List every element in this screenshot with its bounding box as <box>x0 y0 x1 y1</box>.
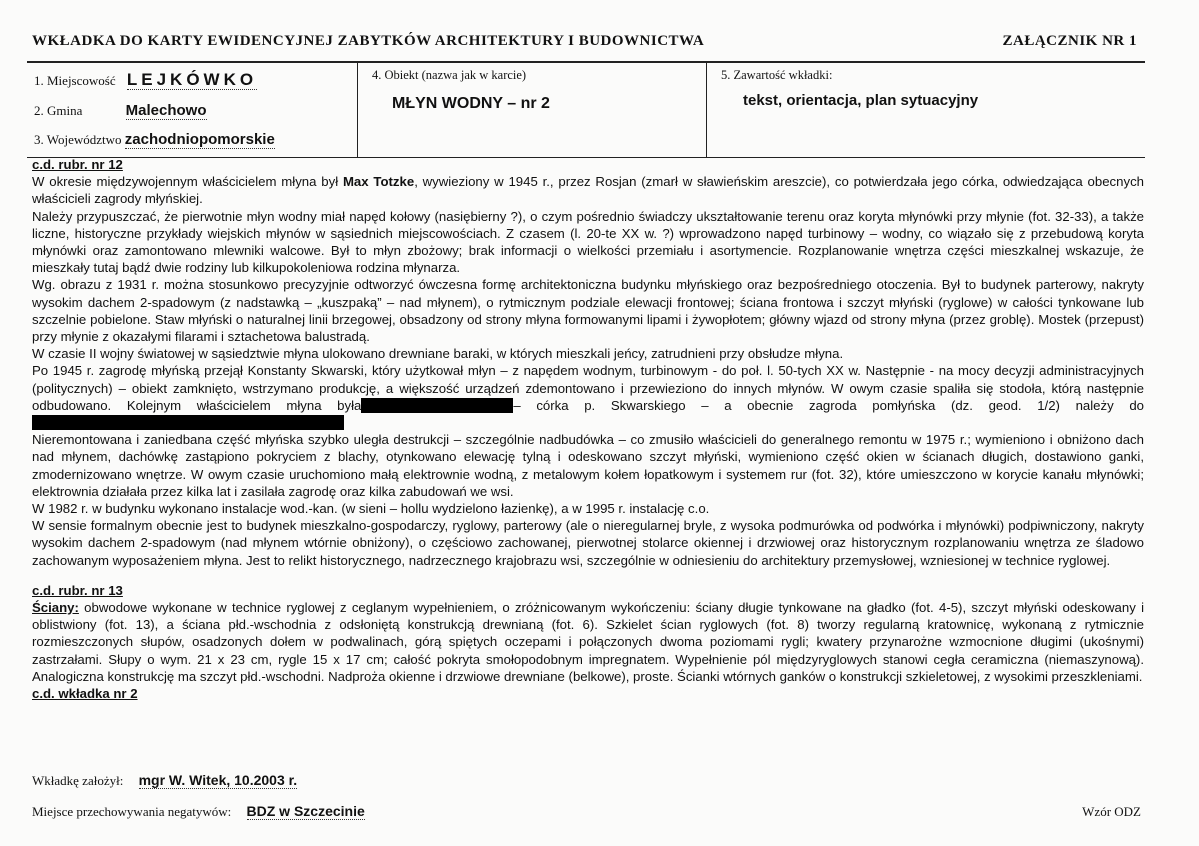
contents-label: 5. Zawartość wkładki: <box>721 68 833 82</box>
voivodeship-label: 3. Województwo <box>34 132 122 147</box>
voivodeship-field <box>34 131 275 148</box>
contents-column <box>707 63 1145 157</box>
owner-name: Max Totzke <box>342 174 415 190</box>
locality-value: LEJKÓWKO <box>126 70 258 89</box>
created-by-value: mgr W. Witek, 10.2003 r. <box>138 772 298 788</box>
voivodeship-value: zachodniopomorskie <box>124 131 275 148</box>
redacted-name <box>361 398 513 413</box>
created-by-field <box>32 772 297 789</box>
section-13-heading: c.d. rubr. nr 13 <box>32 582 123 598</box>
created-by-label: Wkładkę założył: <box>32 773 124 788</box>
locality-label: 1. Miejscowość <box>34 73 116 88</box>
object-label: 4. Obiekt (nazwa jak w karcie) <box>372 68 527 82</box>
main-text <box>32 156 1144 702</box>
paragraph-owner: W okresie międzywojennym właścicielem młyna był Max Totzke, wywieziony w 1945 r., przez Rosjan (zmarł w sławieńskim areszcie), co potwierdzała jego córka, odwiedzająca obecnych właścicieli zagrody młyńskiej. <box>32 174 1144 207</box>
paragraph-1931: Wg. obrazu z 1931 r. można stosunkowo precyzyjnie odtworzyć ówczesna formę architektoniczna budynku młyńskiego oraz bezpośredniego otoczenia. Był to budynek parterowy, nakryty wysokim dachem 2-spadowym (z nadstawką – „kuszpaką” – nad młynem), o rytmicznym podziale elewacji frontowej; ściana frontowa i szczyt młyński (ryglowe) w całości tynkowane lub szczelnie pobielone. Staw młyński o naturalnej linii brzegowej, obsadzony od strony młyna formowanymi lipami i żywopłotem; główny wjazd od strony młyna (przez groblę). Mostek (przepust) przy młynie z okazałymi filarami i sztachetowa balustradą. <box>32 277 1144 345</box>
negatives-storage-value: BDZ w Szczecinie <box>246 803 365 819</box>
form-template: Wzór ODZ <box>1082 804 1141 819</box>
paragraph-renovation: Nieremontowana i zaniedbana część młyńska szybko uległa destrukcji – szczególnie nadbudówka – co zmusiło właścicieli do generalnego remontu w 1975 r.; wymieniono i obniżono dach nad młynem, dachówkę zastąpiono pokryciem z blachy, otynkowano elewację tylną i odeskowano szczyt młyński, wymieniono część okien w ścianach długich, dostawiono ganki, zmodernizowano wnętrze. W owym czasie uruchomiono małą elektrownie wodną, z metalowym kołem łopatkowym i systemem rur (fot. 32), które umieszczono w korycie kanału młynówki; elektrownia działała przez kilka lat i zasilała zagrodę oraz kilka zabudowań we wsi. <box>32 432 1144 499</box>
location-column <box>27 63 358 157</box>
walls-label: Ściany: <box>32 600 79 616</box>
paragraph-after-1945: Po 1945 r. zagrodę młyńską przejął Konstanty Skwarski, który użytkował młyn – z napędem wodnym, turbinowym - do poł. l. 50-tych XX w. Następnie - na mocy decyzji administracyjnych (politycznych) – obiekt zamknięto, wstrzymano produkcję, a większość urządzeń zdemontowano i przewieziono do innych młynów. W owym czasie spaliła się stodoła, którą następnie odbudowano. Kolejnym właścicielem młyna była – córka p. Skwarskiego – a obecnie zagroda pomłyńska (dz. geod. 1/2) należy do <box>32 362 1144 431</box>
redacted-name <box>32 415 344 430</box>
header-fields-table <box>27 61 1145 158</box>
section-12-heading: c.d. rubr. nr 12 <box>32 157 123 172</box>
negatives-storage-field <box>32 803 365 820</box>
paragraph-installations: W 1982 r. w budynku wykonano instalacje wod.-kan. (w sieni – hollu wydzielono łazienkę), a w 1995 r. instalację c.o. <box>32 501 710 517</box>
annex-number: ZAŁĄCZNIK NR 1 <box>1002 33 1137 49</box>
paragraph-walls: Ściany: obwodowe wykonane w technice ryglowej z ceglanym wypełnieniem, o zróżnicowanym wykończeniu: ściany długie tynkowane na gładko (fot. 4-5), szczyt młyński odeskowany i oblistwiony (fot. 13), a ściana płd.-wschodnia z odsłoniętą konstrukcją drewnianą (fot. 6). Szkielet ścian ryglowych (fot. 8) tworzy regularną kratownicę, wykonaną z rytmicznie rozmieszczonych słupów, osadzonych dołem w podwalinach, górą spiętych oczepami i połączonych dwoma poziomami rygli; kwatery przynarożne wzmocnione długimi (ukośnymi) zastrzałami. Słupy o wym. 21 x 23 cm, rygle 15 x 17 cm; całość pokryta smołopodobnym impregnatem. Wypełnienie pól międzyryglowych stanowi cegła ceramiczna (niemaszynową). Analogiczna konstrukcję ma szczyt płd.-wschodni. Nadproża okienne i drzwiowe drewniane (belkowe), proste. Ścianki wtórnych ganków o konstrukcji szkieletowej, z wysokimi przeszkleniami. <box>32 600 1144 684</box>
paragraph-ww2: W czasie II wojny światowej w sąsiedztwie młyna ulokowano drewniane baraki, w których mieszkali jeńcy, zatrudnieni przy obsłudze młyna. <box>32 346 844 362</box>
commune-label: 2. Gmina <box>34 103 83 118</box>
object-value: MŁYN WODNY – nr 2 <box>392 95 550 112</box>
negatives-storage-label: Miejsce przechowywania negatywów: <box>32 804 232 819</box>
commune-value: Malechowo <box>125 102 207 119</box>
object-column <box>358 63 707 157</box>
contents-value: tekst, orientacja, plan sytuacyjny <box>743 92 979 109</box>
commune-field <box>34 102 207 119</box>
paragraph-current-state: W sensie formalnym obecnie jest to budynek mieszkalno-gospodarczy, ryglowy, parterowy (ale o nieregularnej bryle, z wysoka podmurówka od podwórka i młynówki) podpiwniczony, nakryty wysokim dachem 2-spadowym (nad młynem wtórnie obniżony), o częściowo zachowanej, pierwotnej stolarce okiennej i drzwiowej oraz historycznym rozplanowaniu wnętrza ze śladowo zachowanym wyposażeniem młyna. Jest to relikt historycznego, nadrzecznego krajobrazu wsi, szczególnie w odniesieniu do architektury przemysłowej, wzniesionej w technice ryglowej. <box>32 518 1144 568</box>
document-title: WKŁADKA DO KARTY EWIDENCYJNEJ ZABYTKÓW ARCHITEKTURY I BUDOWNICTWA <box>32 33 705 49</box>
locality-field <box>34 70 257 90</box>
insert-2-heading: c.d. wkładka nr 2 <box>32 686 138 702</box>
paragraph-drive: Należy przypuszczać, że pierwotnie młyn wodny miał napęd kołowy (nasiębierny ?), o czym pośrednio świadczy ukształtowanie terenu oraz koryta młynówki przy młynie (fot. 32-33), a także liczne, historyczne przykłady wiejskich młynów w sąsiednich miejscowościach. Z czasem (l. 20-te XX w. ?) wprowadzono napęd turbinowy – wodny, co wiązało się z przebudową koryta młynówki oraz zamontowano mlewniki walcowe. Był to młyn zbożowy; brak informacji o wielkości przemiału i asortymencie. Rozplanowanie wnętrza części mieszkalnej wskazuje, że mieszkały tutaj bądź dwie rodziny lub kilkupokoleniowa rodzina młynarza. <box>32 208 1144 276</box>
